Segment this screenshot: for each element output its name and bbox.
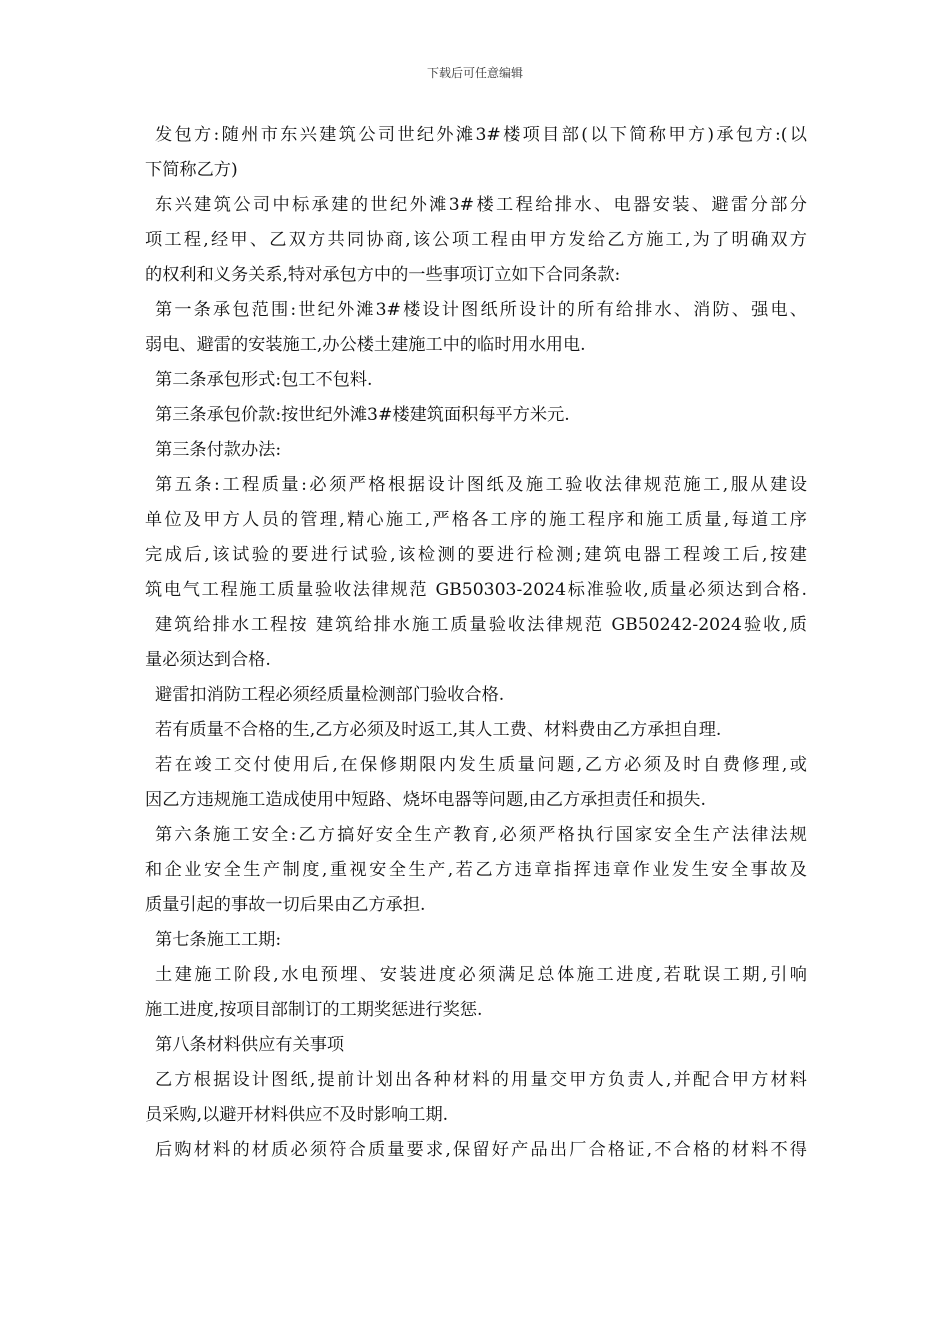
text-line: 第八条材料供应有关事项 xyxy=(155,1035,345,1055)
text-line: 质量引起的事故一切后果由乙方承担. xyxy=(145,895,426,915)
text-line: 下简称乙方) xyxy=(145,160,238,180)
text-line: 建筑给排水工程按 建筑给排水施工质量验收法律规范 GB50242-2024验收,质 xyxy=(155,615,807,635)
text-line: 和企业安全生产制度,重视安全生产,若乙方违章指挥违章作业发生安全事故及 xyxy=(145,860,807,880)
text-line: 第三条付款办法: xyxy=(155,440,282,460)
text-line: 量必须达到合格. xyxy=(145,650,271,670)
text-line: 第三条承包价款:按世纪外滩3#楼建筑面积每平方米元. xyxy=(155,405,570,425)
text-line: 因乙方违规施工造成使用中短路、烧坏电器等问题,由乙方承担责任和损失. xyxy=(145,790,706,810)
text-line: 避雷扣消防工程必须经质量检测部门验收合格. xyxy=(155,685,505,705)
text-line: 员采购,以避开材料供应不及时影响工期. xyxy=(145,1105,449,1125)
text-line: 第六条施工安全:乙方搞好安全生产教育,必须严格执行国家安全生产法律法规 xyxy=(155,825,807,845)
text-line: 筑电气工程施工质量验收法律规范 GB50303-2024标准验收,质量必须达到合格. xyxy=(145,580,807,600)
text-line: 若在竣工交付使用后,在保修期限内发生质量问题,乙方必须及时自费修理,或 xyxy=(155,755,807,775)
text-line: 的权利和义务关系,特对承包方中的一些事项订立如下合同条款: xyxy=(145,265,621,285)
text-line: 后购材料的材质必须符合质量要求,保留好产品出厂合格证,不合格的材料不得 xyxy=(155,1140,807,1160)
document-body xyxy=(145,118,807,1168)
text-line: 完成后,该试验的要进行试验,该检测的要进行检测;建筑电器工程竣工后,按建 xyxy=(145,545,807,565)
text-line: 单位及甲方人员的管理,精心施工,严格各工序的施工程序和施工质量,每道工序 xyxy=(145,510,807,530)
text-line: 第五条:工程质量:必须严格根据设计图纸及施工验收法律规范施工,服从建设 xyxy=(155,475,807,495)
text-line: 施工进度,按项目部制订的工期奖惩进行奖惩. xyxy=(145,1000,483,1020)
page-header: 下载后可任意编辑 xyxy=(426,66,523,80)
text-line: 项工程,经甲、乙双方共同协商,该公项工程由甲方发给乙方施工,为了明确双方 xyxy=(145,230,807,250)
text-line: 第二条承包形式:包工不包料. xyxy=(155,370,373,390)
text-line: 第一条承包范围:世纪外滩3#楼设计图纸所设计的所有给排水、消防、强电、 xyxy=(155,300,807,320)
text-line: 若有质量不合格的生,乙方必须及时返工,其人工费、材料费由乙方承担自理. xyxy=(155,720,722,740)
text-line: 第七条施工工期: xyxy=(155,930,282,950)
text-line: 东兴建筑公司中标承建的世纪外滩3#楼工程给排水、电器安装、避雷分部分 xyxy=(155,195,807,215)
text-line: 土建施工阶段,水电预埋、安装进度必须满足总体施工进度,若耽误工期,引响 xyxy=(155,965,807,985)
text-line: 弱电、避雷的安装施工,办公楼土建施工中的临时用水用电. xyxy=(145,335,586,355)
text-line: 发包方:随州市东兴建筑公司世纪外滩3#楼项目部(以下简称甲方)承包方:(以 xyxy=(155,125,807,145)
text-line: 乙方根据设计图纸,提前计划出各种材料的用量交甲方负责人,并配合甲方材料 xyxy=(155,1070,807,1090)
